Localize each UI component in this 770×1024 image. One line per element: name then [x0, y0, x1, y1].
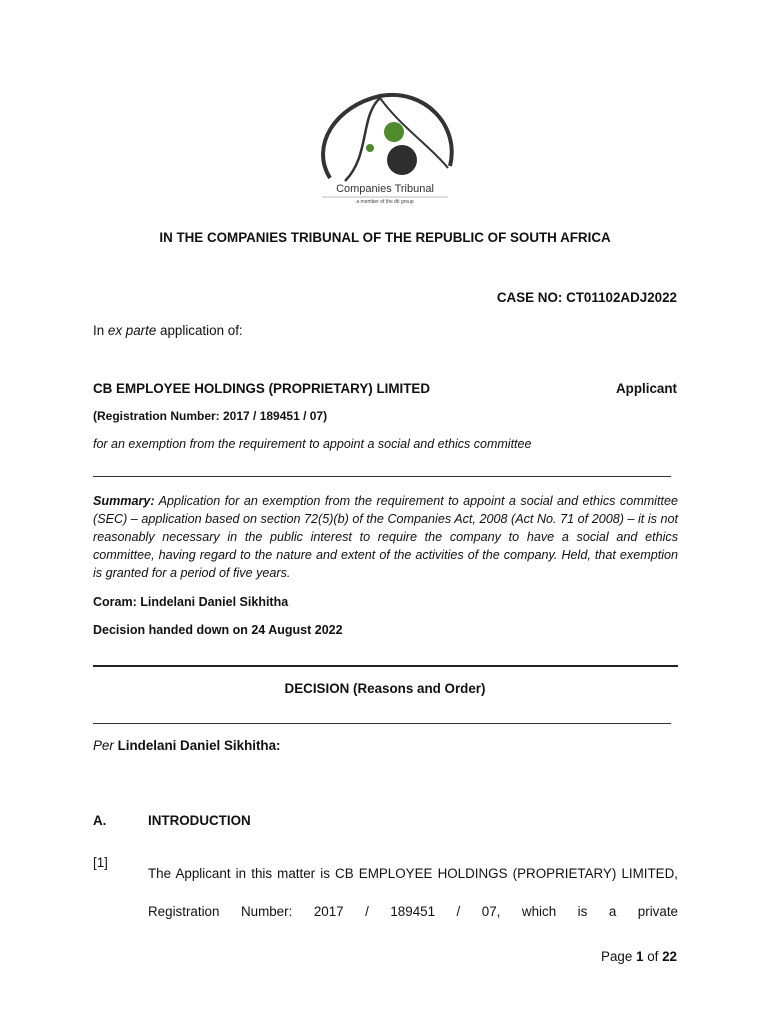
application-purpose: for an exemption from the requirement to appoint a social and ethics committee	[93, 437, 532, 451]
section-title: INTRODUCTION	[148, 813, 251, 828]
logo-circle-small	[366, 144, 374, 152]
summary-text: Application for an exemption from the requirement to appoint a social and ethics committee (SEC) – application based on section 72(5)(b) of the Companies Act, 2008 (Act No. 71 of 2008) – it is not reasonably necessary in the public interest to require the company to have a social and ethics committee, having regard to the nature and extent of the activities of the company. Held, that exemption is granted for a period of five years.	[93, 494, 678, 580]
page-label: Page	[601, 949, 637, 964]
ex-parte-text: ex parte	[107, 323, 157, 338]
companies-tribunal-logo	[300, 86, 470, 210]
court-heading: IN THE COMPANIES TRIBUNAL OF THE REPUBLIC OF SOUTH AFRICA	[159, 230, 611, 245]
thick-divider	[93, 665, 678, 667]
application-of	[93, 323, 243, 338]
per-prefix: Per	[93, 738, 114, 753]
logo-tagline: a member of the dti group	[356, 199, 414, 205]
party-name: CB EMPLOYEE HOLDINGS (PROPRIETARY) LIMITED	[93, 381, 431, 396]
coram: Coram: Lindelani Daniel Sikhitha	[93, 595, 289, 609]
section-letter: A.	[93, 813, 107, 828]
divider-line	[93, 476, 671, 477]
divider-line	[93, 723, 671, 724]
page-of: of	[643, 949, 663, 964]
paragraph-text: The Applicant in this matter is CB EMPLOYEE HOLDINGS (PROPRIETARY) LIMITED, Registration Number: 2017 / 189451 / 07, which is a private	[148, 866, 678, 919]
decision-title: DECISION (Reasons and Order)	[284, 681, 486, 696]
per-name: Lindelani Daniel Sikhitha:	[113, 738, 281, 753]
application-suffix: application of:	[156, 323, 243, 338]
summary-label: Summary:	[93, 494, 155, 508]
registration-number: (Registration Number: 2017 / 189451 / 07)	[93, 409, 328, 423]
summary-paragraph	[93, 492, 678, 582]
application-prefix: In	[93, 323, 108, 338]
page-current: 1	[636, 949, 644, 964]
per-author	[93, 738, 281, 753]
case-number: CASE NO: CT01102ADJ2022	[496, 290, 677, 305]
logo-circle-medium	[384, 122, 404, 142]
page-number	[601, 949, 677, 964]
party-role: Applicant	[615, 381, 677, 396]
decision-date: Decision handed down on 24 August 2022	[93, 623, 343, 637]
logo-circle-large	[387, 145, 417, 175]
page-total: 22	[662, 949, 677, 964]
paragraph-number: [1]	[93, 855, 108, 870]
logo-wordmark: Companies Tribunal	[336, 183, 434, 195]
